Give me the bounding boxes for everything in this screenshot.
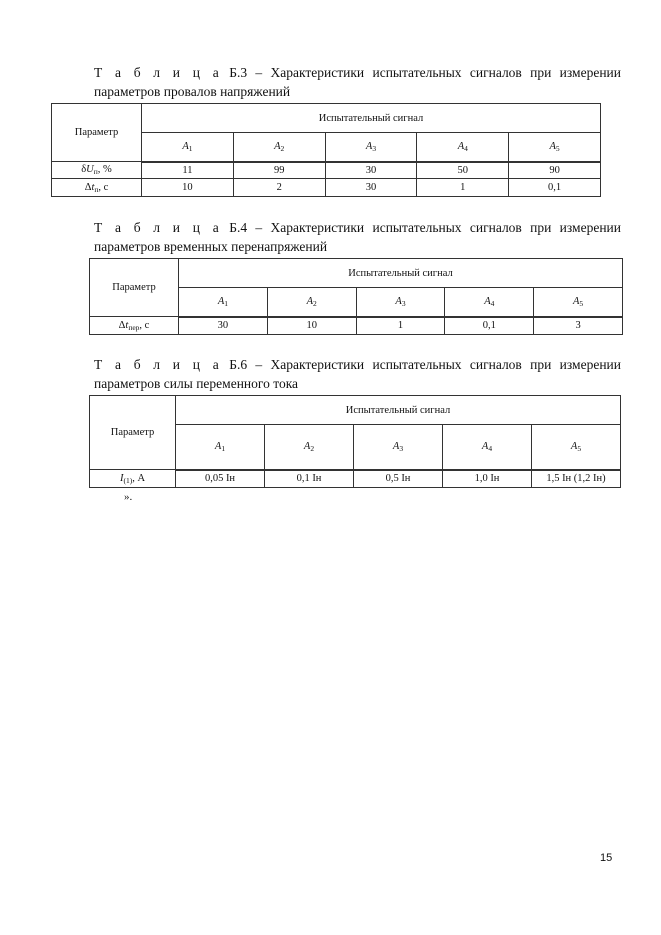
table-cell: 0,1 — [445, 317, 534, 335]
table-row — [90, 470, 621, 488]
table-cell: 50 — [417, 162, 509, 179]
table-cell: 3 — [534, 317, 623, 335]
table-row — [52, 162, 601, 179]
table-cell: 10 — [142, 179, 234, 197]
table-cell: 0,1 — [509, 179, 601, 197]
col-header-a4: $A_4$ — [445, 288, 534, 317]
table-cell: 30 — [179, 317, 268, 335]
param-header: Параметр — [90, 396, 176, 470]
param-header: Параметр — [90, 259, 179, 317]
col-header-a3: $A_3$ — [354, 425, 443, 470]
col-header-a4: $A_4$ — [417, 133, 509, 162]
row-label: $I_{(1)}$, А — [90, 470, 176, 488]
signal-header: Испытательный сигнал — [176, 396, 621, 425]
table-cell: 2 — [233, 179, 325, 197]
table-cell: 11 — [142, 162, 234, 179]
caption-prefix: Т а б л и ц а — [94, 65, 221, 80]
table-b6-caption — [94, 355, 621, 393]
col-header-a5: $A_5$ — [509, 133, 601, 162]
table-cell: 0,5 Iн — [354, 470, 443, 488]
caption-text: Б.3 – Характеристики испытательных сигналов при измерении параметров провалов напряжений — [94, 65, 621, 99]
col-header-a1: $A_1$ — [176, 425, 265, 470]
col-header-a3: $A_3$ — [356, 288, 445, 317]
table-cell: 10 — [267, 317, 356, 335]
table-b6 — [89, 395, 621, 488]
closing-quote-mark: ». — [124, 491, 133, 503]
row-label: $\Delta t_п$, с — [52, 179, 142, 197]
col-header-a3: $A_3$ — [325, 133, 417, 162]
row-label: $\Delta t_{пер}$, с — [90, 317, 179, 335]
caption-text: Б.4 – Характеристики испытательных сигналов при измерении параметров временных перенапряжений — [94, 220, 621, 254]
table-cell: 1 — [356, 317, 445, 335]
table-cell: 0,05 Iн — [176, 470, 265, 488]
page-number: 15 — [600, 852, 613, 864]
table-row — [52, 179, 601, 197]
col-header-a2: $A_2$ — [233, 133, 325, 162]
col-header-a5: $A_5$ — [532, 425, 621, 470]
row-label: $\delta U_п$, % — [52, 162, 142, 179]
table-b4 — [89, 258, 623, 335]
param-header: Параметр — [52, 104, 142, 162]
table-b4-caption — [94, 218, 621, 256]
signal-header: Испытательный сигнал — [142, 104, 601, 133]
col-header-a5: $A_5$ — [534, 288, 623, 317]
table-cell: 1,5 Iн (1,2 Iн) — [532, 470, 621, 488]
table-row — [90, 317, 623, 335]
table-b3-caption — [94, 63, 621, 101]
table-cell: 1 — [417, 179, 509, 197]
table-cell: 90 — [509, 162, 601, 179]
col-header-a1: $A_1$ — [142, 133, 234, 162]
caption-prefix: Т а б л и ц а — [94, 357, 221, 372]
caption-text: Б.6 – Характеристики испытательных сигналов при измерении параметров силы переменного тока — [94, 357, 621, 391]
col-header-a2: $A_2$ — [265, 425, 354, 470]
table-cell: 30 — [325, 162, 417, 179]
caption-prefix: Т а б л и ц а — [94, 220, 221, 235]
table-cell: 0,1 Iн — [265, 470, 354, 488]
col-header-a4: $A_4$ — [443, 425, 532, 470]
table-cell: 30 — [325, 179, 417, 197]
table-b3 — [51, 103, 601, 197]
table-cell: 99 — [233, 162, 325, 179]
col-header-a1: $A_1$ — [179, 288, 268, 317]
table-cell: 1,0 Iн — [443, 470, 532, 488]
col-header-a2: $A_2$ — [267, 288, 356, 317]
signal-header: Испытательный сигнал — [179, 259, 623, 288]
